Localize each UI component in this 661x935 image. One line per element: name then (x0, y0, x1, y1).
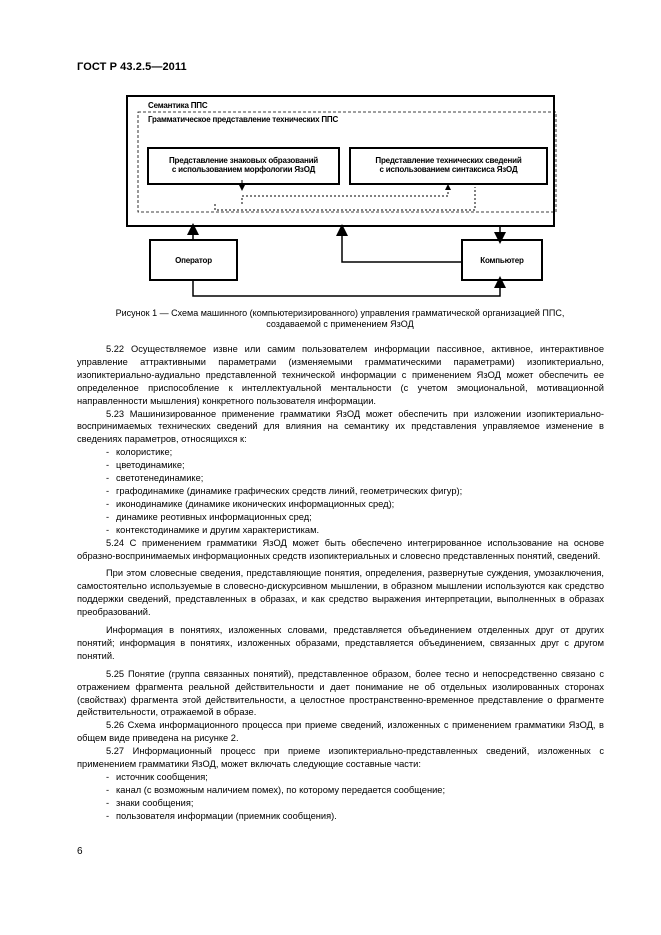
paragraph-5-25: 5.25 Понятие (группа связанных понятий), представленное образом, более тесно и непосредственно связано с отражением фрагмента реальной действительности и дает понимание не об отдельных изолированных сторонах (свойствах) фрагмента этой действительности, а целостное пространственно-временное представление о фрагменте действительности, отражаемой в образе. (77, 668, 604, 718)
list-item: - колористике; (106, 447, 173, 458)
paragraph-concept-info: Информация в понятиях, изложенных словами, представляется объединением отделенных друг от других понятий; информация в понятиях, изложенных образами, представляется объединением, связанных друг с другом понятий. (77, 625, 604, 661)
process-parts-list (77, 771, 604, 823)
morphology-box-label (148, 156, 339, 174)
syntax-line-2: с использованием синтаксиса ЯзОД (379, 165, 518, 174)
document-header: ГОСТ Р 43.2.5—2011 (77, 61, 187, 73)
list-item: - светотенединамике; (106, 473, 204, 484)
morphology-line-2: с использованием морфологии ЯзОД (171, 165, 316, 174)
figure-1-diagram (0, 0, 661, 310)
figure-caption (80, 308, 600, 330)
operator-label: Оператор (175, 256, 212, 265)
page-number: 6 (77, 846, 83, 857)
list-item: - источник сообщения; (106, 772, 208, 782)
list-item: - пользователя информации (приемник сообщения). (106, 810, 337, 821)
syntax-box-label (350, 156, 547, 174)
paragraph-5-22: 5.22 Осуществляемое извне или самим пользователем информации пассивное, активное, интерактивное управление аттрактивными параметрами (изменяемыми грамматическими параметрами) изопиктериально, изопиктериально-аудиально представленной технической информации с применением ЯзОД может обеспечить ее определенное приспособление к интеллектуальной ментальности (с учетом эмоциональной, мотивационной направленности мышления) конкретного пользователя информации. (77, 344, 604, 406)
paragraph-5-23: 5.23 Машинизированное применение грамматики ЯзОД может обеспечить при изложении изопиктериально-воспринимаемых технических сведений для влияния на семантику их представления управляемое изменение в сведениях параметров, относящихся к: (77, 408, 604, 445)
list-item: - знаки сообщения; (106, 797, 194, 808)
list-item: - графодинамике (динамике графических средств линий, геометрических фигур); (106, 485, 463, 496)
paragraph-5-27: 5.27 Информационный процесс при приеме изопиктериально-представленных сведений, изложенных с применением грамматики ЯзОД, может включать следующие составные части: (77, 746, 604, 770)
list-item: - динамике реотивных информационных сред; (106, 511, 312, 522)
body-text (77, 343, 604, 823)
parameter-list (77, 446, 604, 536)
paragraph-5-26: 5.26 Схема информационного процесса при приеме сведений, изложенных с применением грамматики ЯзОД, в общем виде приведена на рисунке 2. (77, 720, 604, 744)
feedback-loop-lower (215, 187, 475, 210)
syntax-line-1: Представление технических сведений (375, 156, 522, 165)
semantics-label: Семантика ППС (148, 101, 208, 110)
caption-line-1: Рисунок 1 — Схема машинного (компьютеризированного) управления грамматической организацией ППС, (115, 308, 565, 318)
paragraph-verbal-info: При этом словесные сведения, представляющие понятия, определения, развернутые суждения, умозаключения, самостоятельно используемые в словесно-дискурсивном мышлении, в образном мышлении используются как средство поддержки сведений, представленных в образах, и как средство выражения интерпретации, выполненных в образах преобразований. (77, 568, 604, 618)
list-item: - контекстодинамике и другим характеристикам. (106, 524, 320, 535)
grammar-label: Грамматическое представление технических ППС (148, 115, 339, 124)
morphology-line-1: Представление знаковых образований (168, 156, 319, 165)
caption-line-2: создаваемой с применением ЯзОД (266, 319, 414, 329)
paragraph-5-24: 5.24 С применением грамматики ЯзОД может быть обеспечено интегрированное использование на основе образно-воспринимаемых информационных средств изопиктериальных и словесно представленных понятий, сведений. (77, 537, 604, 561)
feedback-loop (242, 187, 448, 204)
list-item: - цветодинамике; (106, 460, 185, 471)
computer-label: Компьютер (480, 256, 524, 265)
list-item: - иконодинамике (динамике иконических информационных сред); (106, 498, 395, 509)
operator-computer-link (193, 280, 500, 296)
computer-to-frame-arrow (342, 230, 462, 262)
list-item: - канал (с возможным наличием помех), по которому передается сообщение; (106, 784, 446, 795)
